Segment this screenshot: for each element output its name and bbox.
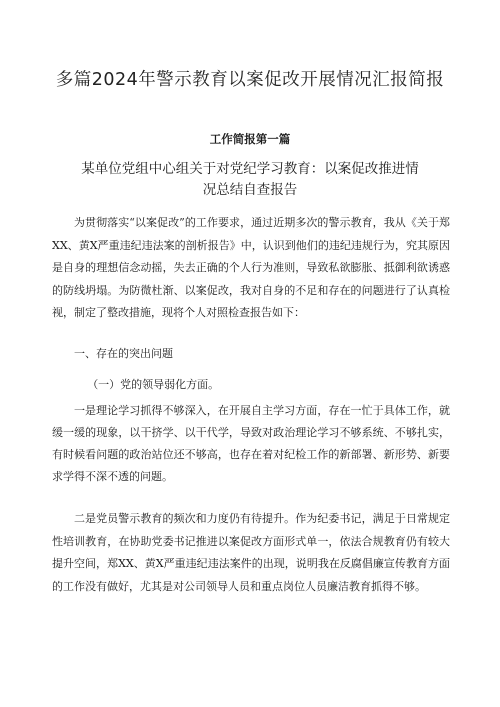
paragraph-theory-study: 一是理论学习抓得不够深入，在开展自主学习方面，存在一忙于具体工作，就缓一缓的现象，以干挤学、以干代学，导致对政治理论学习不够系统、不够扎实，有时候看问题的政治站位还不够高，也存在着对纪检工作的新部署、新形势、新要求学得不深不透的问题。 [52,404,450,483]
paragraph-warning-education: 二是党员警示教育的频次和力度仍有待提升。作为纪委书记，满足于日常规定性培训教育，在协助党委书记推进以案促改方面形式单一，依法合规教育仍有较大提升空间，郑XX、黄X严重违纪违法案件的出现，说明我在反腐倡廉宣传教育方面的工作没有做好，尤其是对公司领导人员和重点岗位人员廉洁教育抓得不够。 [52,512,450,593]
heading-outstanding-problems: 一、存在的突出问题 [74,347,173,360]
intro-paragraph: 为贯彻落实“以案促改”的工作要求，通过近期多次的警示教育，我从《关于郑XX、黄X严重违纪违法案的剖析报告》中，认识到他们的违纪违规行为，究其原因是自身的理想信念动摇，失去正确的个人行为准则，导致私欲膨胀、抵御利欲诱惑的防线坍塌。为防微杜渐、以案促改，我对自身的不足和存在的问题进行了认真检视，制定了整改措施，现将个人对照检查报告如下： [52,216,450,319]
report-title-line-1: 某单位党组中心组关于对党纪学习教育：以案促改推进情 [81,161,419,177]
document-main-title: 多篇2024年警示教育以案促改开展情况汇报简报 [55,70,445,90]
section-title: 工作简报第一篇 [209,132,291,146]
subheading-party-leadership: （一）党的领导弱化方面。 [87,378,220,391]
report-title-line-2: 况总结自查报告 [202,182,298,198]
report-title [0,159,500,201]
